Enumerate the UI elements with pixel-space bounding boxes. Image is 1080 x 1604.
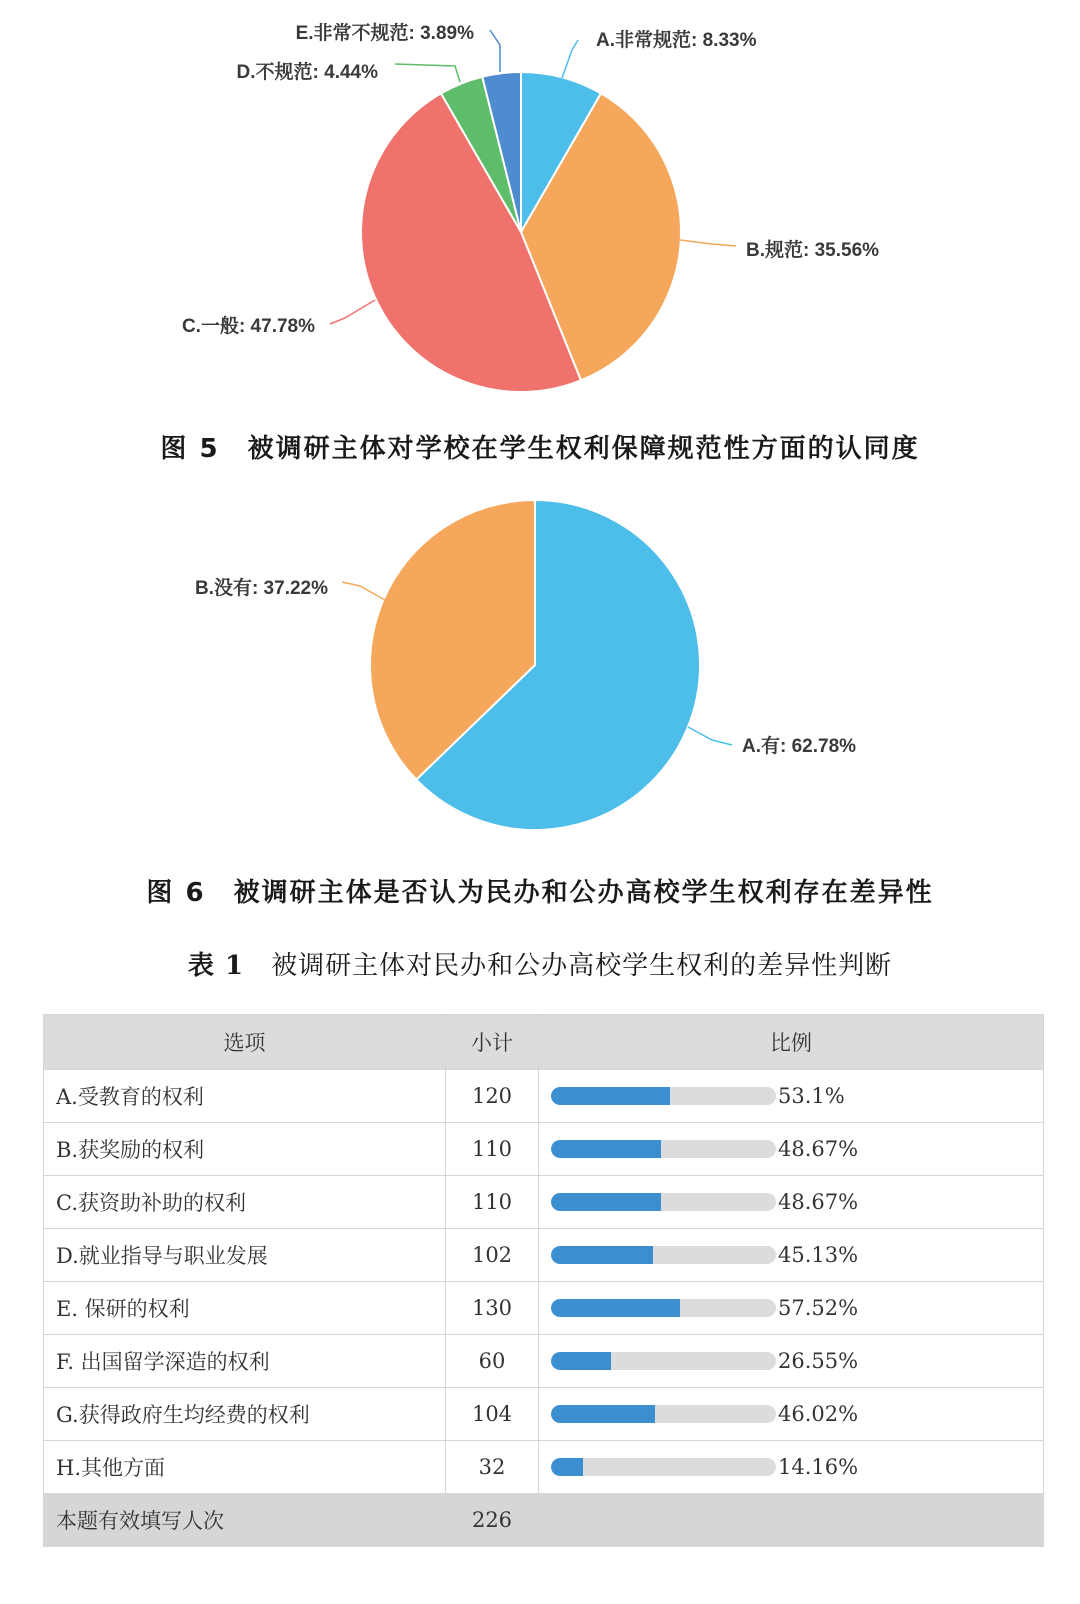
pie-slice-label: B.规范: 35.56% (746, 240, 880, 261)
total-empty-cell (539, 1494, 1044, 1547)
header-option: 选项 (44, 1015, 446, 1070)
ratio-percent: 14.16% (778, 1455, 859, 1479)
ratio-bar-fill (551, 1246, 653, 1264)
ratio-bar (551, 1137, 1043, 1161)
ratio-bar-track (551, 1352, 776, 1370)
ratio-cell (539, 1335, 1044, 1388)
pie-slice-label: E.非常不规范: 3.89% (295, 23, 474, 44)
ratio-bar-track (551, 1246, 776, 1264)
table-row (44, 1388, 1044, 1441)
pie-leader-line (490, 30, 500, 72)
ratio-bar-fill (551, 1140, 661, 1158)
table-row (44, 1441, 1044, 1494)
total-count: 226 (446, 1494, 539, 1547)
ratio-bar-track (551, 1299, 776, 1317)
count-cell: 130 (446, 1282, 539, 1335)
ratio-bar-track (551, 1140, 776, 1158)
count-cell: 102 (446, 1229, 539, 1282)
ratio-bar-track (551, 1458, 776, 1476)
table-row (44, 1335, 1044, 1388)
ratio-bar-track (551, 1193, 776, 1211)
total-label: 本题有效填写人次 (44, 1494, 446, 1547)
ratio-bar-fill (551, 1405, 655, 1423)
option-cell: B.获奖励的权利 (44, 1123, 446, 1176)
table1 (43, 1014, 1044, 1547)
ratio-bar (551, 1349, 1043, 1373)
option-cell: F. 出国留学深造的权利 (44, 1335, 446, 1388)
header-ratio: 比例 (539, 1015, 1044, 1070)
ratio-bar (551, 1296, 1043, 1320)
pie-leader-line (680, 240, 736, 246)
count-cell: 104 (446, 1388, 539, 1441)
ratio-bar-fill (551, 1299, 680, 1317)
table-header-row (44, 1015, 1044, 1070)
table-row (44, 1282, 1044, 1335)
ratio-percent: 57.52% (778, 1296, 859, 1320)
pie-leader-line (330, 300, 375, 324)
option-cell: H.其他方面 (44, 1441, 446, 1494)
ratio-bar (551, 1190, 1043, 1214)
option-cell: A.受教育的权利 (44, 1070, 446, 1123)
ratio-cell (539, 1282, 1044, 1335)
table-row (44, 1229, 1044, 1282)
ratio-percent: 26.55% (778, 1349, 859, 1373)
table-row (44, 1176, 1044, 1229)
ratio-bar (551, 1402, 1043, 1426)
table1-title-prefix: 表 1 (187, 951, 245, 981)
ratio-cell (539, 1176, 1044, 1229)
pie-slice-label: A.非常规范: 8.33% (596, 30, 757, 51)
ratio-cell (539, 1388, 1044, 1441)
pie-leader-line (395, 64, 460, 82)
table-row (44, 1070, 1044, 1123)
figure6-caption: 图 6 被调研主体是否认为民办和公办高校学生权利存在差异性 (146, 878, 934, 908)
ratio-percent: 48.67% (778, 1137, 859, 1161)
pie-slice-label: D.不规范: 4.44% (236, 62, 378, 83)
count-cell: 32 (446, 1441, 539, 1494)
count-cell: 110 (446, 1176, 539, 1229)
ratio-cell (539, 1229, 1044, 1282)
ratio-percent: 46.02% (778, 1402, 859, 1426)
option-cell: E. 保研的权利 (44, 1282, 446, 1335)
ratio-bar-fill (551, 1193, 661, 1211)
count-cell: 60 (446, 1335, 539, 1388)
count-cell: 120 (446, 1070, 539, 1123)
pie-leader-line (342, 582, 385, 600)
figure5-pie-chart (0, 0, 1080, 420)
ratio-bar-fill (551, 1087, 670, 1105)
table1-title-text: 被调研主体对民办和公办高校学生权利的差异性判断 (271, 951, 893, 981)
table-row (44, 1123, 1044, 1176)
pie-leader-line (688, 727, 732, 745)
ratio-bar-track (551, 1087, 776, 1105)
figure6-pie-chart (0, 490, 1080, 850)
table-total-row (44, 1494, 1044, 1547)
option-cell: C.获资助补助的权利 (44, 1176, 446, 1229)
option-cell: G.获得政府生均经费的权利 (44, 1388, 446, 1441)
pie-slice-label: A.有: 62.78% (742, 736, 857, 757)
figure5-caption: 图 5 被调研主体对学校在学生权利保障规范性方面的认同度 (160, 434, 920, 464)
pie-slice-label: C.一般: 47.78% (181, 316, 315, 337)
option-cell: D.就业指导与职业发展 (44, 1229, 446, 1282)
ratio-bar (551, 1243, 1043, 1267)
ratio-percent: 48.67% (778, 1190, 859, 1214)
ratio-bar-track (551, 1405, 776, 1423)
ratio-bar-fill (551, 1458, 583, 1476)
ratio-cell (539, 1070, 1044, 1123)
ratio-percent: 53.1% (778, 1084, 845, 1108)
ratio-bar-fill (551, 1352, 611, 1370)
ratio-percent: 45.13% (778, 1243, 859, 1267)
ratio-cell (539, 1123, 1044, 1176)
count-cell: 110 (446, 1123, 539, 1176)
ratio-bar (551, 1455, 1043, 1479)
table1-title (0, 945, 1080, 982)
pie-leader-line (562, 40, 578, 78)
ratio-cell (539, 1441, 1044, 1494)
pie-slice-label: B.没有: 37.22% (194, 578, 328, 599)
header-count: 小计 (446, 1015, 539, 1070)
ratio-bar (551, 1084, 1043, 1108)
